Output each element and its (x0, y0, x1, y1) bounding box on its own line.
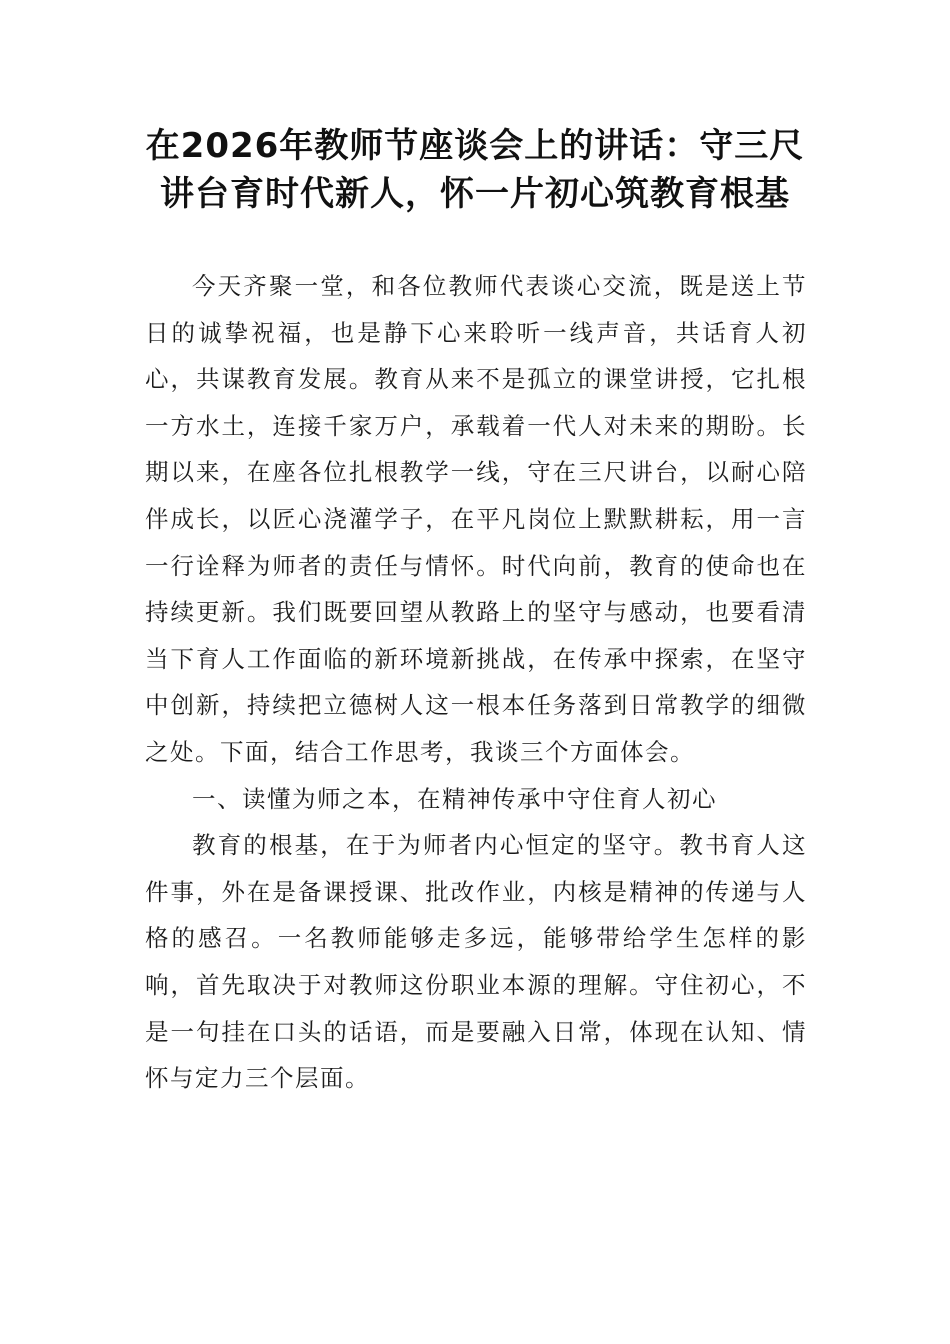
section-1-paragraph: 教育的根基，在于为师者内心恒定的坚守。教书育人这件事，外在是备课授课、批改作业，内核是精神的传递与人格的感召。一名教师能够走多远，能够带给学生怎样的影响，首先取决于对教师这份职业本源的理解。守住初心，不是一句挂在口头的话语，而是要融入日常，体现在认知、情怀与定力三个层面。 (145, 831, 807, 1093)
title-line-2: 讲台育时代新人，怀一片初心筑教育根基 (160, 174, 790, 214)
document-body (145, 263, 807, 1102)
title-line-1: 在2026年教师节座谈会上的讲话：守三尺 (145, 126, 805, 166)
intro-paragraph: 今天齐聚一堂，和各位教师代表谈心交流，既是送上节日的诚挚祝福，也是静下心来聆听一线声音，共话育人初心，共谋教育发展。教育从来不是孤立的课堂讲授，它扎根一方水土，连接千家万户，承载着一代人对未来的期盼。长期以来，在座各位扎根教学一线，守在三尺讲台，以耐心陪伴成长，以匠心浇灌学子，在平凡岗位上默默耕耘，用一言一行诠释为师者的责任与情怀。时代向前，教育的使命也在持续更新。我们既要回望从教路上的坚守与感动，也要看清当下育人工作面临的新环境新挑战，在传承中探索，在坚守中创新，持续把立德树人这一根本任务落到日常教学的细微之处。下面，结合工作思考，我谈三个方面体会。 (145, 272, 807, 766)
document-title (120, 122, 830, 218)
section-heading-1: 一、读懂为师之本，在精神传承中守住育人初心 (192, 784, 717, 813)
